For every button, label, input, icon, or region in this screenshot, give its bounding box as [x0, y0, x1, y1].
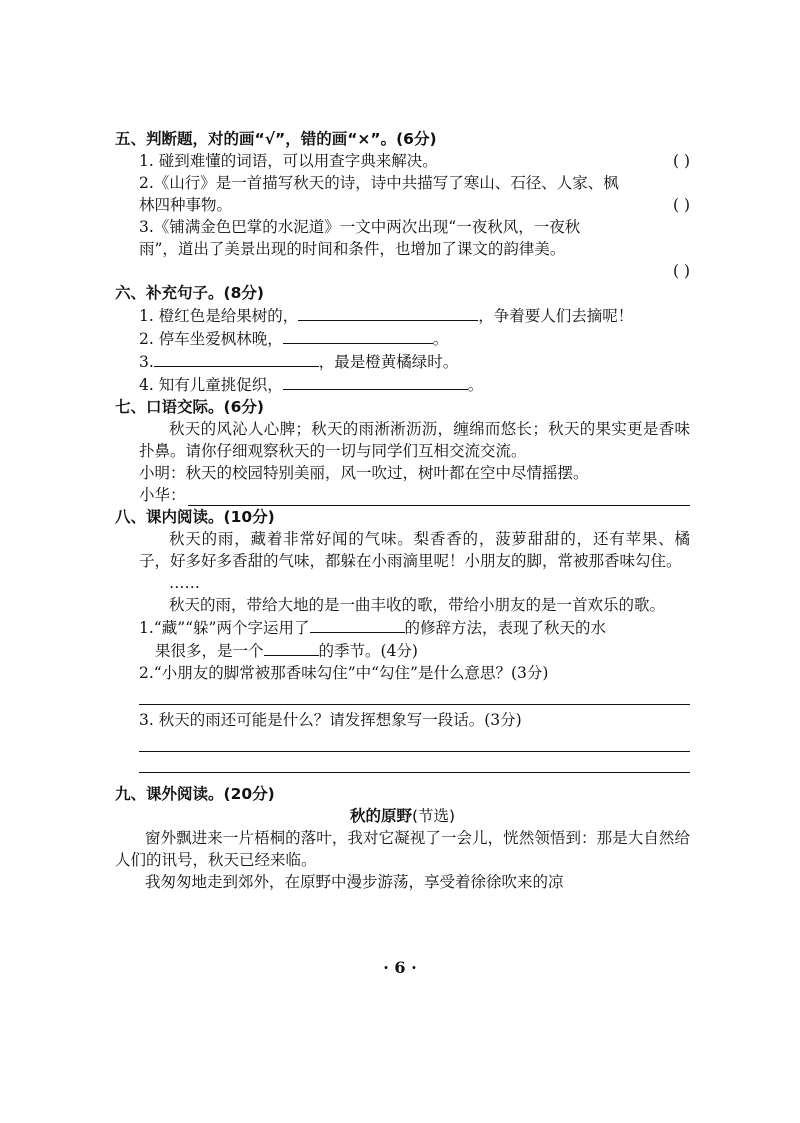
s8-q1-part4: 的季节。(4分) — [318, 642, 418, 660]
s6-q2-before: 2. 停车坐爱枫林晚， — [139, 330, 283, 348]
s6-q1-after: ，争着要人们去摘呢！ — [478, 307, 634, 325]
s5-q3-line2: 雨”，道出了美景出现的时间和条件，也增加了课文的韵律美。 — [139, 240, 566, 258]
answer-line[interactable] — [139, 752, 690, 773]
s5-q2-line2: 林四种事物。 — [139, 196, 233, 214]
s7-xiaoming: 小明：秋天的校园特别美丽，风一吹过，树叶都在空中尽情摇摆。 — [139, 464, 589, 482]
s6-q3-before: 3. — [139, 353, 154, 371]
section-9-title: 九、课外阅读。(20分) — [115, 785, 275, 803]
article-note: (节选) — [411, 807, 456, 825]
fill-blank[interactable] — [283, 327, 433, 344]
fill-blank[interactable] — [264, 639, 319, 656]
s6-question-1 — [115, 304, 690, 327]
s6-q2-after: 。 — [432, 330, 449, 348]
fill-blank[interactable] — [310, 616, 405, 633]
s7-xiaohua-label: 小华： — [139, 486, 186, 504]
s5-question-2 — [115, 172, 690, 216]
page-number: · 6 · — [383, 958, 417, 977]
fill-blank[interactable] — [154, 350, 319, 367]
s5-question-3 — [115, 216, 690, 282]
section-8-title: 八、课内阅读。(10分) — [115, 508, 275, 526]
s8-body — [115, 528, 690, 773]
s5-question-1 — [115, 150, 690, 172]
s8-passage-2: 秋天的雨，带给大地的是一曲丰收的歌，带给小朋友的是一首欢乐的歌。 — [169, 596, 666, 614]
article-title: 秋的原野 — [349, 807, 412, 825]
answer-line[interactable] — [139, 731, 690, 752]
section-6-title: 六、补充句子。(8分) — [115, 284, 264, 302]
s6-q1-before: 1. 橙红色是给果树的， — [139, 307, 299, 325]
answer-line[interactable] — [188, 487, 690, 506]
s7-body — [115, 418, 690, 506]
answer-parentheses[interactable]: ( ) — [672, 152, 690, 170]
s5-q2-line1: 2.《山行》是一首描写秋天的诗，诗中共描写了寒山、石径、人家、枫 — [139, 174, 619, 192]
s5-q3-line1: 3.《铺满金色巴掌的水泥道》一文中两次出现“一夜秋风，一夜秋 — [139, 218, 581, 236]
s6-q4-before: 4. 知有儿童挑促织， — [139, 376, 283, 394]
s6-q4-after: 。 — [467, 376, 484, 394]
s8-q1-part2: 的修辞方法，表现了秋天的水 — [404, 619, 607, 637]
section-7-title: 七、口语交际。(6分) — [115, 398, 264, 416]
fill-blank[interactable] — [283, 373, 468, 390]
s8-question-1 — [139, 616, 690, 639]
s8-question-2: 2.“小朋友的脚常被那香味勾住”中“勾住”是什么意思？(3分) — [139, 664, 549, 682]
answer-line[interactable] — [139, 684, 690, 705]
answer-parentheses[interactable]: ( ) — [672, 196, 690, 214]
s8-q1-part3: 果很多，是一个 — [155, 642, 264, 660]
s6-q3-after: ，最是橙黄橘绿时。 — [318, 353, 459, 371]
s8-q1-part1: 1.“藏”“躲”两个字运用了 — [139, 619, 310, 637]
s8-passage-ellipsis: …… — [169, 574, 200, 592]
s8-passage-1: 秋天的雨，藏着非常好闻的气味。梨香香的，菠萝甜甜的，还有苹果、橘子，好多好多香甜的气味，都躲在小雨滴里呢！小朋友的脚，常被那香味勾住。 — [139, 530, 690, 570]
s5-q1-text: 1. 碰到难懂的词语，可以用查字典来解决。 — [139, 152, 438, 170]
article-title-row — [115, 805, 690, 827]
s7-paragraph: 秋天的风沁人心脾；秋天的雨淅淅沥沥，缠绵而悠长；秋天的果实更是香味扑鼻。请你仔细观察秋天的一切与同学们互相交流交流。 — [139, 420, 690, 460]
page-content — [115, 128, 690, 893]
s6-question-2 — [115, 327, 690, 350]
fill-blank[interactable] — [298, 304, 478, 321]
s9-paragraph-1: 窗外飘进来一片梧桐的落叶，我对它凝视了一会儿，恍然领悟到：那是大自然给人们的讯号，秋天已经来临。 — [115, 829, 690, 869]
s8-question-1-cont — [139, 639, 690, 662]
s6-question-4 — [115, 373, 690, 396]
s6-question-3 — [115, 350, 690, 373]
section-5-title: 五、判断题，对的画“√”，错的画“×”。(6分) — [115, 130, 437, 148]
answer-parentheses[interactable]: ( ) — [672, 262, 690, 280]
s8-question-3: 3. 秋天的雨还可能是什么？请发挥想象写一段话。(3分) — [139, 711, 522, 729]
s7-xiaohua-row — [139, 484, 690, 506]
s9-paragraph-2: 我匆匆地走到郊外，在原野中漫步游荡，享受着徐徐吹来的凉 — [145, 873, 564, 891]
